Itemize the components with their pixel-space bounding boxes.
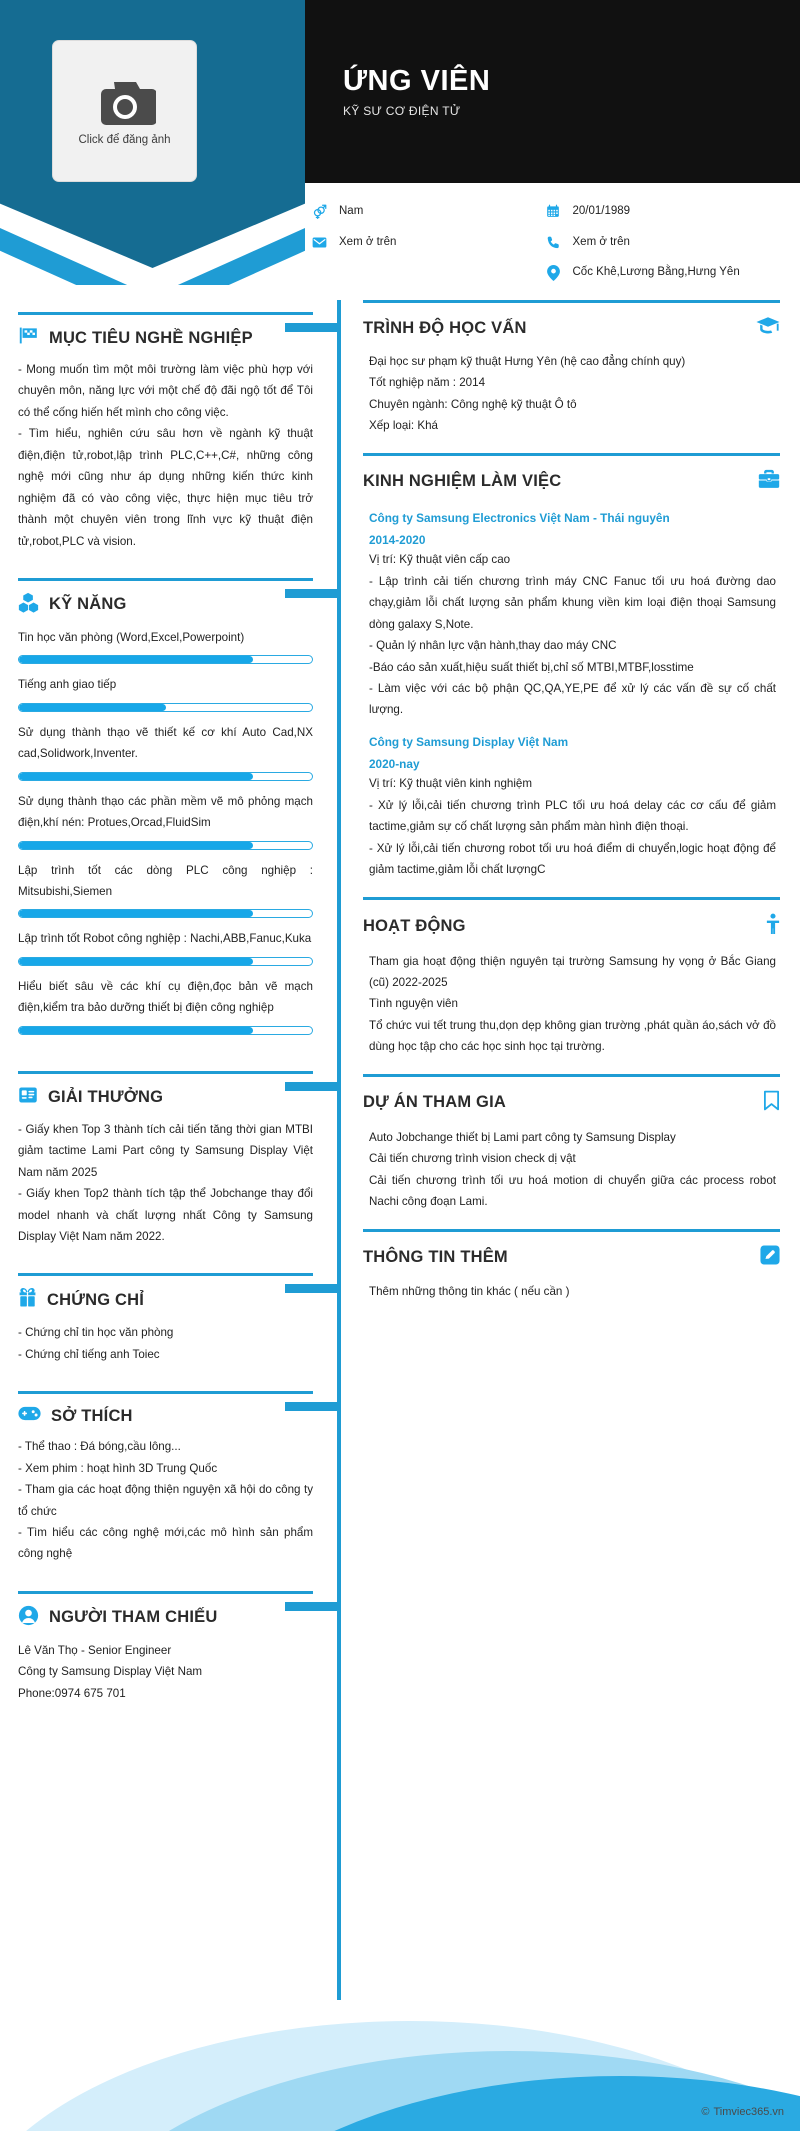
skill-progress-fill	[19, 704, 166, 711]
gift-icon	[18, 1287, 37, 1313]
job-role: Vị trí: Kỹ thuật viên kinh nghiệm	[369, 777, 533, 791]
objective-paragraph: - Mong muốn tìm một môi trường làm việc phù hợp với chuyên môn, năng lực với một chế độ đãi ngộ tốt để Tôi có thể cống hiến hết mình cho công việc.	[18, 363, 313, 419]
pencil-icon[interactable]	[760, 1245, 780, 1270]
section-objective-header	[18, 312, 313, 359]
project-line: Auto Jobchange thiết bị Lami part công ty Samsung Display	[369, 1130, 676, 1144]
briefcase-icon	[758, 469, 780, 494]
section-skills-title: KỸ NĂNG	[49, 595, 127, 614]
skill-progress-bar	[18, 772, 313, 781]
skill-item	[18, 627, 313, 674]
section-certificates-title: CHỨNG CHỈ	[47, 1290, 145, 1309]
bookmark-icon	[763, 1090, 780, 1116]
project-line: Cải tiến chương trình vision check dị vật	[369, 1152, 576, 1166]
hobby-item: - Thể thao : Đá bóng,cầu lông...	[18, 1440, 181, 1454]
person-activity-icon	[766, 913, 780, 940]
job-bullet: - Lập trình cải tiến chương trình máy CNC Fanuc tối ưu hoá đường dao chạy,giảm lỗi chất lượng sản phẩm khung viền kim loại điện thoại Samsung dòng galaxy S,Note.	[369, 574, 776, 631]
section-certificates-header	[18, 1273, 313, 1322]
section-references-body	[18, 1640, 313, 1718]
section-experience-header	[363, 453, 780, 505]
cv-left-column	[0, 300, 337, 1718]
skill-name: Tiếng anh giao tiếp	[18, 678, 117, 692]
section-objective-body	[18, 359, 313, 566]
hobby-item: - Xem phim : hoạt hình 3D Trung Quốc	[18, 1461, 218, 1475]
hobby-item: - Tham gia các hoạt động thiện nguyện xã hội do công ty tổ chức	[18, 1483, 313, 1518]
job-period: 2014-2020	[369, 533, 426, 548]
section-projects-body	[363, 1127, 780, 1229]
certificate-item: - Chứng chỉ tin học văn phòng	[18, 1326, 174, 1340]
person-circle-icon	[18, 1605, 39, 1631]
section-education	[341, 300, 800, 453]
phone-icon	[545, 234, 562, 250]
contact-phone[interactable]	[545, 234, 779, 251]
cv-right-column	[337, 300, 800, 2000]
skill-progress-bar	[18, 703, 313, 712]
section-objective	[0, 312, 337, 566]
section-education-title: TRÌNH ĐỘ HỌC VẤN	[363, 318, 527, 337]
job-bullet: - Xử lý lỗi,cải tiến chương robot tối ưu hoá điểm di chuyển,logic hoạt động để giảm tactime,giảm lỗi chất lượngC	[369, 841, 776, 877]
section-awards-title: GIẢI THƯỞNG	[48, 1087, 164, 1106]
blocks-icon	[18, 592, 39, 618]
section-education-header	[363, 300, 780, 351]
section-projects-header	[363, 1074, 780, 1127]
section-awards	[0, 1071, 337, 1262]
section-experience-title: KINH NGHIỆM LÀM VIỆC	[363, 471, 562, 490]
footer-credit-text: Timviec365.vn	[713, 2106, 784, 2118]
skill-progress-fill	[19, 773, 253, 780]
objective-paragraph: - Tìm hiểu, nghiên cứu sâu hơn về ngành kỹ thuật điện,điện tử,robot,lập trình PLC,C++,C#, những công nghệ mới cũng như áp dụng những kiến thức kinh nghiệm đã có vào công việc, thực hiện mục tiêu trở thành một chuyên viên trong lĩnh vực kỹ thuật điện tử,robot,PLC và vision.	[18, 427, 313, 548]
section-certificates-body	[18, 1322, 313, 1379]
contact-address	[545, 264, 779, 281]
section-projects	[341, 1074, 800, 1229]
skill-name: Tin học văn phòng (Word,Excel,Powerpoint)	[18, 630, 245, 644]
contact-email-value: Xem ở trên	[339, 235, 397, 248]
job-bullet: - Làm việc với các bộ phận QC,QA,YE,PE để xử lý các vấn đề sự cố chất lượng.	[369, 681, 776, 717]
contact-info-panel	[305, 183, 800, 300]
contact-birthday	[545, 203, 779, 220]
section-skills-body	[18, 627, 313, 1059]
section-skills-header	[18, 578, 313, 627]
section-activities-body	[363, 951, 780, 1074]
education-line: Chuyên ngành: Công nghệ kỹ thuật Ô tô	[369, 397, 577, 411]
skill-progress-fill	[19, 842, 253, 849]
award-item: - Giấy khen Top2 thành tích tập thể Jobchange thay đổi model nhanh và chất lượng nhất Công ty Samsung Display Việt Nam năm 2022.	[18, 1187, 313, 1243]
section-experience	[341, 453, 800, 897]
skill-item	[18, 722, 313, 791]
footer-credit	[701, 2106, 784, 2118]
section-objective-title: MỤC TIÊU NGHỀ NGHIỆP	[49, 328, 253, 347]
section-certificates	[0, 1273, 337, 1379]
section-activities	[341, 897, 800, 1074]
skill-progress-bar	[18, 655, 313, 664]
skill-item	[18, 791, 313, 860]
extra-info-line: Thêm những thông tin khác ( nếu cần )	[369, 1284, 570, 1298]
activity-line: Tổ chức vui tết trung thu,dọn dẹp không gian trường ,phát quần áo,sách vở đồ dùng học tập cho các học sinh học tại trường.	[369, 1018, 776, 1054]
candidate-name: ỨNG VIÊN	[343, 64, 491, 97]
section-awards-header	[18, 1071, 313, 1119]
section-references	[0, 1591, 337, 1718]
section-extra-info-title: THÔNG TIN THÊM	[363, 1247, 508, 1266]
skill-name: Lập trình tốt các dòng PLC công nghiệp : Mitsubishi,Siemen	[18, 863, 313, 898]
skill-progress-fill	[19, 910, 253, 917]
header-name-panel	[305, 0, 800, 183]
skill-progress-fill	[19, 1027, 253, 1034]
skill-item	[18, 674, 313, 721]
skill-progress-bar	[18, 957, 313, 966]
contact-gender	[311, 203, 545, 220]
cv-body	[0, 300, 800, 2000]
contact-email[interactable]	[311, 234, 545, 251]
skill-item	[18, 976, 313, 1045]
skill-item	[18, 928, 313, 975]
skill-name: Sử dụng thành thạo các phần mềm vẽ mô phỏng mạch điện,khí nén: Protues,Orcad,FluidSim	[18, 794, 313, 830]
reference-line: Phone:0974 675 701	[18, 1686, 126, 1700]
job-company: Công ty Samsung Display Việt Nam	[369, 734, 569, 749]
job-bullet: - Xử lý lỗi,cải tiến chương trình PLC tối ưu hoá delay các cơ cấu để giảm tactime,giảm sự cố chất lượng sản phẩm màn hình điện thoại.	[369, 798, 776, 834]
certificate-item: - Chứng chỉ tiếng anh Toiec	[18, 1347, 160, 1361]
contact-birthday-value: 20/01/1989	[572, 205, 631, 217]
section-activities-title: HOẠT ĐỘNG	[363, 916, 466, 935]
skill-progress-bar	[18, 1026, 313, 1035]
graduation-cap-icon	[756, 316, 780, 340]
job-bullet: -Báo cáo sản xuất,hiệu suất thiết bị,chỉ số MTBI,MTBF,losstime	[369, 660, 694, 674]
section-references-header	[18, 1591, 313, 1640]
skill-item	[18, 860, 313, 929]
activity-line: Tham gia hoạt động thiện nguyên tại trường Samsung hy vọng ở Bắc Giang (cũ) 2022-2025	[369, 954, 776, 989]
section-hobbies-body	[18, 1436, 313, 1579]
reference-line: Lê Văn Thọ - Senior Engineer	[18, 1643, 172, 1657]
cv-header	[0, 0, 800, 300]
camera-icon	[94, 76, 156, 128]
email-icon	[311, 234, 328, 250]
cv-footer	[0, 2019, 800, 2131]
section-experience-body	[363, 505, 780, 897]
skill-progress-bar	[18, 909, 313, 918]
section-hobbies	[0, 1391, 337, 1579]
skill-name: Hiểu biết sâu về các khí cụ điện,đọc bản vẽ mạch điện,kiểm tra bảo dưỡng thiết bị điện công nghiệp	[18, 979, 313, 1015]
section-skills	[0, 578, 337, 1059]
hobby-item: - Tìm hiểu các công nghệ mới,các mô hình sản phẩm công nghệ	[18, 1526, 313, 1561]
job-role: Vị trí: Kỹ thuật viên cấp cao	[369, 553, 511, 567]
section-extra-info-header	[363, 1229, 780, 1281]
contact-address-value: Cốc Khê,Lương Bằng,Hưng Yên	[572, 266, 740, 279]
skill-progress-fill	[19, 656, 253, 663]
education-line: Xếp loại: Khá	[369, 419, 438, 433]
section-awards-body	[18, 1119, 313, 1262]
section-extra-info-body	[363, 1281, 780, 1318]
section-education-body	[363, 351, 780, 453]
section-hobbies-title: SỞ THÍCH	[51, 1406, 133, 1425]
location-icon	[545, 264, 562, 281]
section-activities-header	[363, 897, 780, 951]
calendar-icon	[545, 203, 562, 218]
certificate-card-icon	[18, 1085, 38, 1110]
award-item: - Giấy khen Top 3 thành tích cải tiến tăng thời gian MTBI giảm tactime Lami Part công ty Samsung Display Việt Nam năm 2025	[18, 1122, 313, 1179]
photo-upload-box[interactable]	[52, 40, 197, 182]
contact-phone-value: Xem ở trên	[572, 235, 630, 248]
education-line: Tốt nghiệp năm : 2014	[369, 376, 486, 390]
gender-icon	[311, 203, 328, 219]
job-bullet: - Quản lý nhân lực vận hành,thay dao máy CNC	[369, 639, 617, 653]
education-line: Đại học sư phạm kỹ thuật Hưng Yên (hệ cao đẳng chính quy)	[369, 355, 686, 368]
section-hobbies-header	[18, 1391, 313, 1436]
skill-progress-fill	[19, 958, 253, 965]
skill-name: Lập trình tốt Robot công nghiệp : Nachi,ABB,Fanuc,Kuka	[18, 932, 312, 946]
reference-line: Công ty Samsung Display Việt Nam	[18, 1665, 203, 1679]
photo-upload-label: Click để đăng ảnh	[78, 134, 171, 146]
section-references-title: NGƯỜI THAM CHIẾU	[49, 1608, 218, 1627]
activity-line: Tình nguyện viên	[369, 997, 458, 1011]
job-company: Công ty Samsung Electronics Việt Nam - Thái nguyên	[369, 510, 670, 525]
section-projects-title: DỰ ÁN THAM GIA	[363, 1093, 506, 1112]
job-period: 2020-nay	[369, 757, 420, 772]
copyright-icon: ©	[701, 2106, 710, 2118]
gamepad-icon	[18, 1405, 41, 1427]
skill-name: Sử dụng thành thạo vẽ thiết kế cơ khí Auto Cad,NX cad,Solidwork,Inventer.	[18, 725, 313, 761]
project-line: Cải tiến chương trình tối ưu hoá motion di chuyển giữa các process robot Nachi công đoạn Lami.	[369, 1173, 776, 1209]
skill-progress-bar	[18, 841, 313, 850]
contact-gender-value: Nam	[339, 205, 364, 217]
flag-icon	[18, 326, 39, 350]
candidate-job-title: KỸ SƯ CƠ ĐIỆN TỬ	[343, 104, 461, 119]
section-extra-info	[341, 1229, 800, 1318]
